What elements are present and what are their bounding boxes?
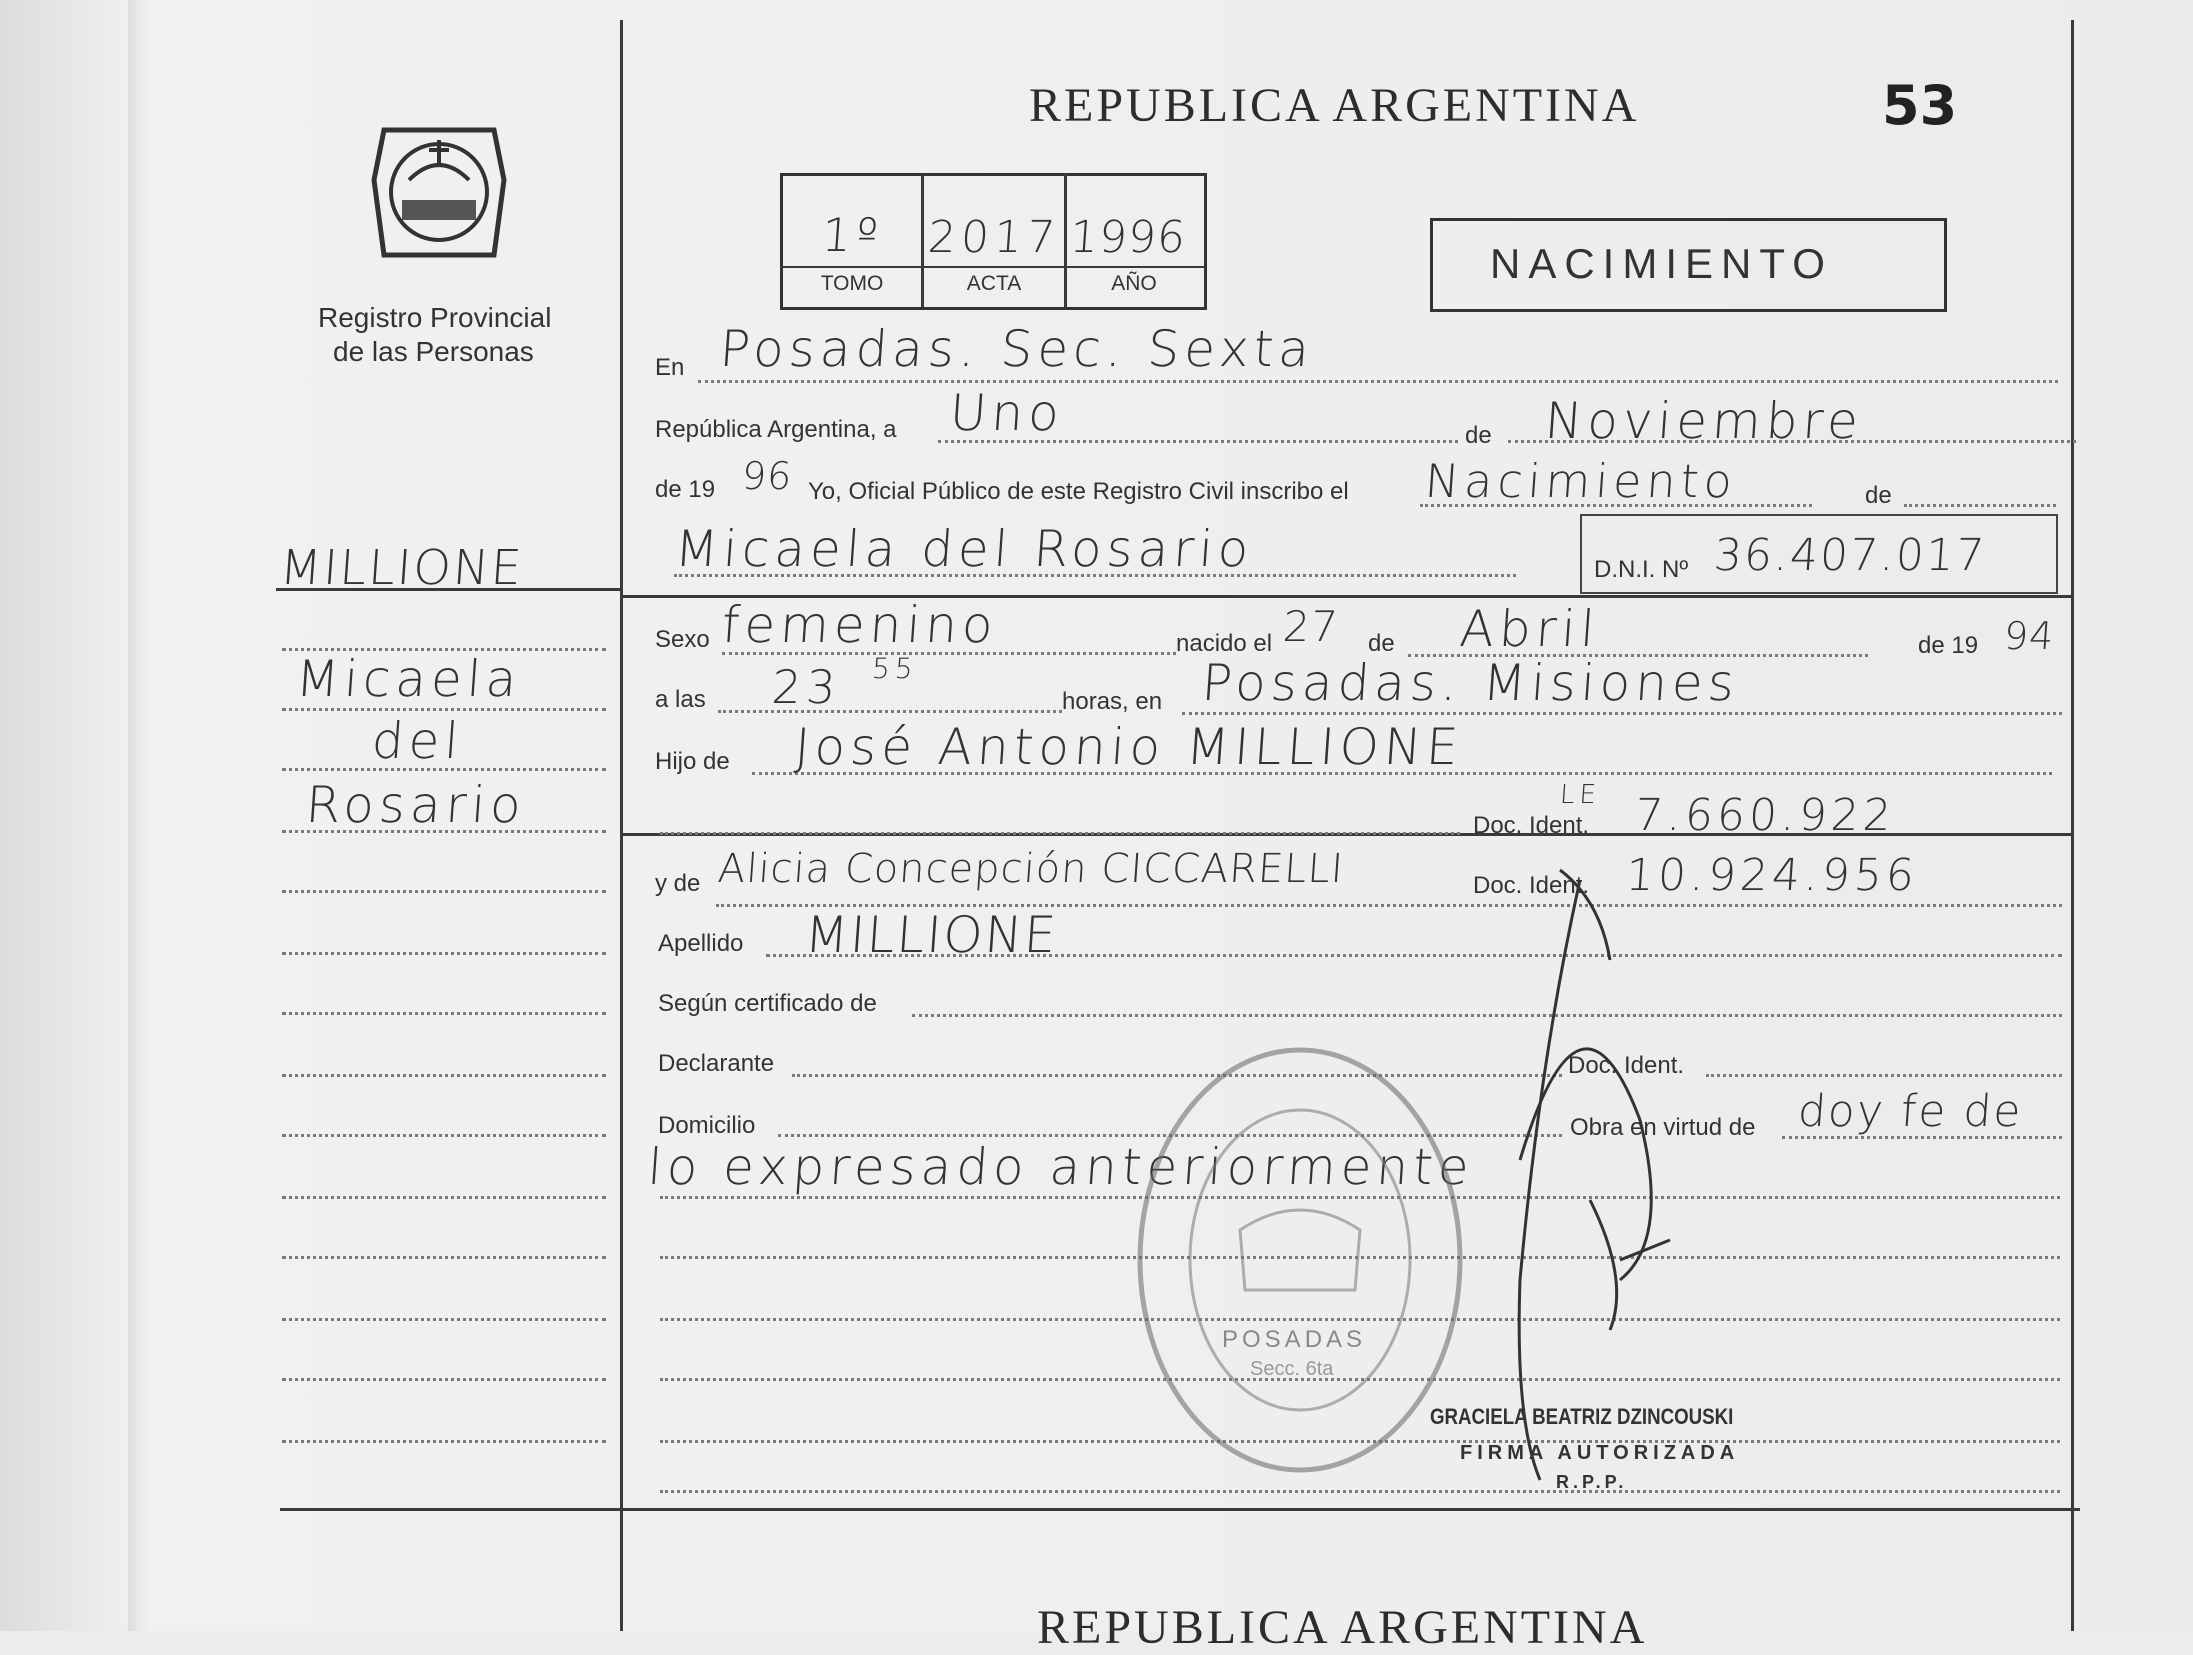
margin-line [282,768,606,771]
segun-label: Según certificado de [658,990,877,1017]
margin-line [282,1074,606,1077]
signatory-name: GRACIELA BEATRIZ DZINCOUSKI [1430,1404,1734,1429]
margin-divider [620,20,623,1631]
father-doc-label: Doc. Ident. [1473,812,1590,839]
stamp-city: POSADAS [1222,1326,1367,1353]
document-type: NACIMIENTO [1490,240,1833,287]
minute-value: 55 [870,652,919,685]
de-label: de [1465,422,1492,449]
margin-line [282,1440,606,1443]
provincial-seal-icon [364,110,514,275]
father-doc-line-left [660,832,1460,835]
margin-given-1: Micaela [293,650,524,708]
officer-text: Yo, Oficial Público de este Registro Civil inscribo el [808,478,1349,505]
obra-value: doy fe de [1796,1086,2025,1137]
month-value: Noviembre [1542,392,1865,450]
anio-value: 1996 [1068,212,1188,263]
registry-name-line1: Registro Provincial [318,302,552,333]
place-line [1182,712,2062,715]
signatory-org: R.P.P. [1556,1472,1628,1492]
dni-label: D.N.I. Nº [1594,556,1689,583]
page-fold-shadow [128,0,148,1631]
margin-given-3: Rosario [303,776,528,834]
birth-month: Abril [1457,600,1602,658]
father-doc: 7.660.922 [1633,790,1897,841]
hour-value: 23 [770,660,843,714]
dni-value: 36.407.017 [1712,530,1988,581]
margin-line [282,648,606,651]
official-stamp [1130,1040,1470,1480]
mother-doc-label: Doc. Ident. [1473,872,1590,899]
birth-year-prefix: de 19 [1918,632,1979,659]
tomo-label: TOMO [820,272,884,295]
de2-label: de [1865,482,1892,509]
declarante-doc-label: Doc. Ident. [1568,1052,1685,1079]
day-value: Uno [947,384,1066,442]
mother-value: Alicia Concepción CICCARELLI [716,846,1346,892]
margin-line [282,1378,606,1381]
stamp-section: Secc. 6ta [1250,1358,1334,1380]
hijo-label: Hijo de [655,748,730,775]
obra-label: Obra en virtud de [1570,1114,1756,1141]
blank-line [660,1490,2060,1493]
apellido-value: MILLIONE [802,906,1060,964]
name-line [674,574,1516,577]
nacido-label: nacido el [1176,630,1273,657]
acta-label: ACTA [966,272,1022,295]
name-value: Micaela del Rosario [672,520,1256,578]
right-border [2071,20,2074,1631]
segun-line [912,1014,2062,1017]
father-value: José Antonio MILLIONE [792,718,1465,776]
year-prefix: de 19 [655,476,716,503]
place-value: Posadas. Misiones [1199,654,1741,712]
de2-line [1904,504,2056,507]
tomo-value: 1º [820,208,885,262]
mother-doc: 10.924.956 [1624,850,1920,901]
margin-line [282,1012,606,1015]
margin-line [282,890,606,893]
en-label: En [655,354,685,381]
domicilio-label: Domicilio [658,1112,756,1139]
republica-label: República Argentina, a [655,416,897,443]
record-box-label-line [780,266,1204,268]
de3-label: de [1368,630,1395,657]
margin-line [282,952,606,955]
year-value: 96 [740,454,794,498]
obra-line [1782,1136,2062,1139]
margin-line [282,1196,606,1199]
country-title: REPUBLICA ARGENTINA [1029,79,1640,132]
margin-line [282,1134,606,1137]
father-doc-type: LE [1558,780,1602,810]
sexo-label: Sexo [655,626,710,653]
act-value: Nacimiento [1423,454,1739,508]
signatory-title: FIRMA AUTORIZADA [1460,1442,1740,1464]
horas-label: horas, en [1062,688,1163,715]
en-line [698,380,2058,383]
anio-label: AÑO [1111,272,1157,295]
declarante-doc-line [1706,1074,2062,1077]
declarante-label: Declarante [658,1050,775,1077]
margin-line [282,708,606,711]
acta-value: 2017 [926,212,1062,263]
en-value: Posadas. Sec. Sexta [717,320,1317,378]
birth-year: 94 [2002,614,2056,658]
margin-surname: MILLIONE [278,540,526,596]
birth-day: 27 [1281,602,1341,651]
alas-label: a las [655,686,706,713]
apellido-label: Apellido [658,930,744,957]
margin-line [282,1256,606,1259]
registry-name-line2: de las Personas [333,336,534,367]
margin-line [282,1318,606,1321]
yde-label: y de [655,870,701,897]
page-number: 53 [1882,74,1958,137]
margin-given-2: del [369,712,466,770]
bottom-line [280,1508,2080,1511]
obra-continuation: lo expresado anteriormente [645,1138,1476,1196]
footer-country-title: REPUBLICA ARGENTINA [1037,1601,1648,1654]
sexo-value: femenino [719,596,1000,654]
margin-line [282,830,606,833]
